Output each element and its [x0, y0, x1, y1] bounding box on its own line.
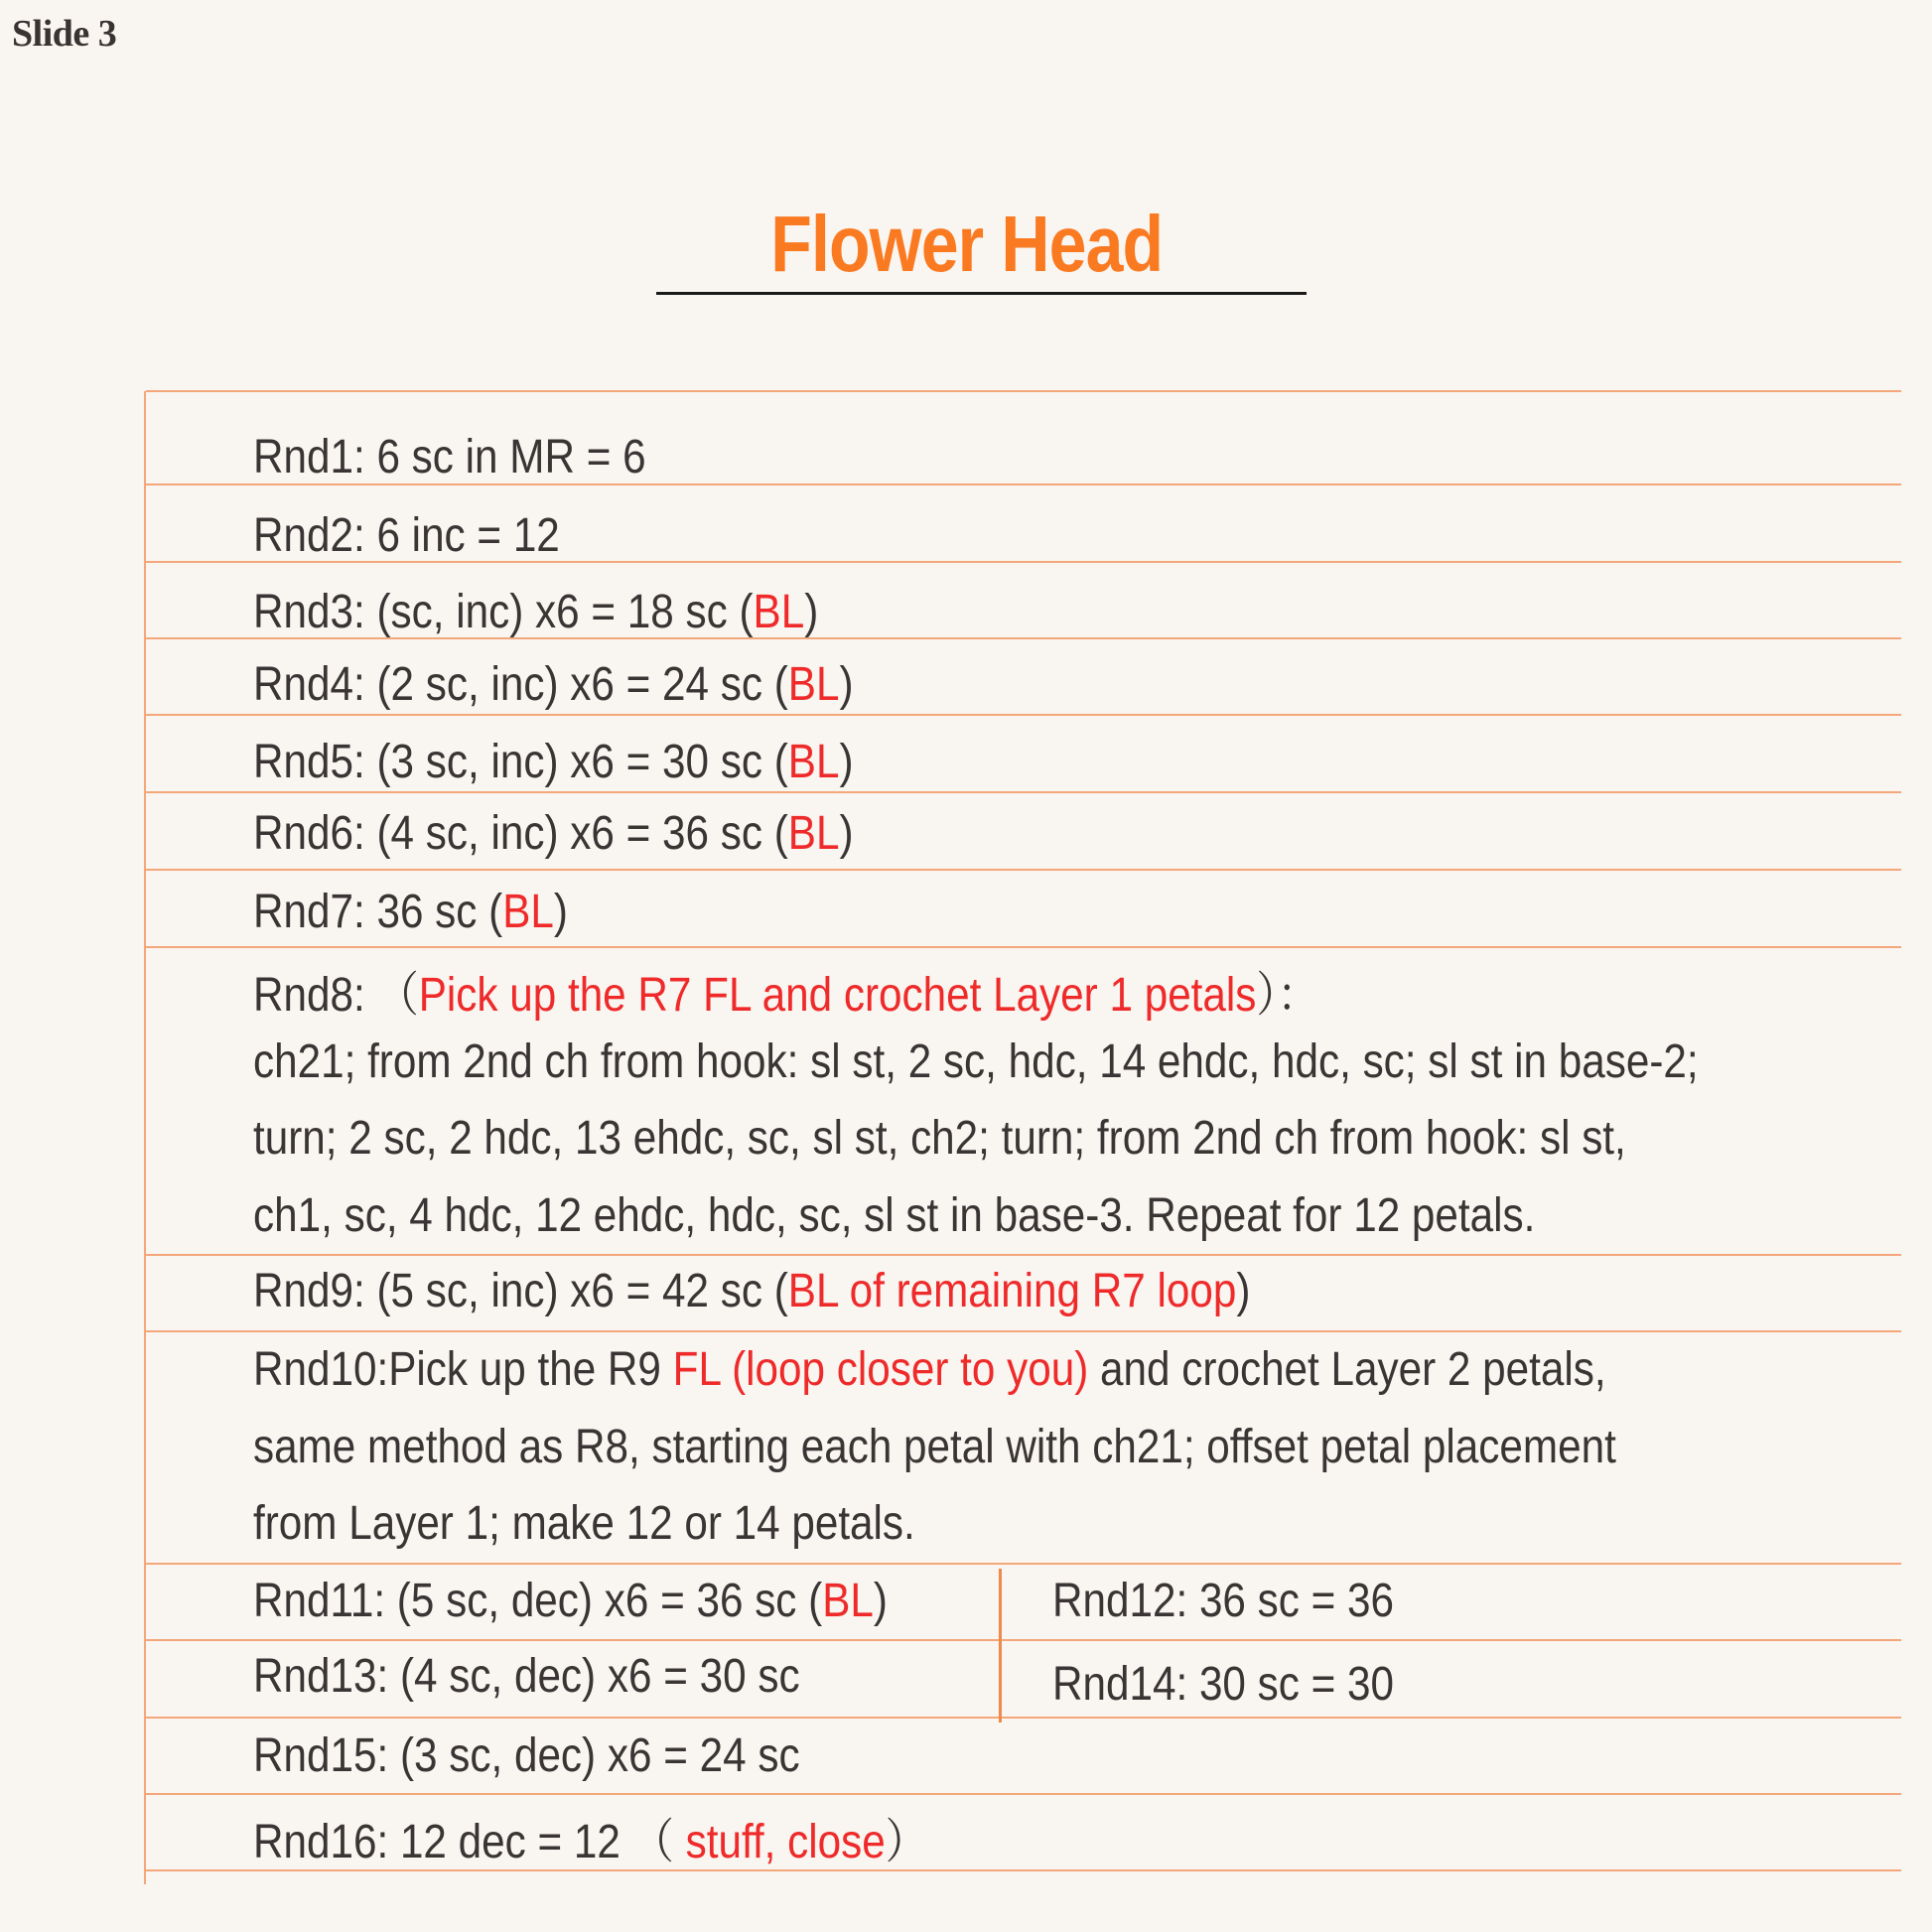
row-divider — [146, 1254, 1901, 1256]
round-text-end: ) — [873, 1575, 888, 1627]
round-2: Rnd2: 6 inc = 12 — [253, 509, 560, 562]
row-divider — [146, 1793, 1901, 1795]
round-note: BL — [822, 1575, 874, 1627]
round-8-line-4: ch1, sc, 4 hdc, 12 ehdc, hdc, sc, sl st in base-3. Repeat for 12 petals. — [253, 1189, 1536, 1242]
round-text-end: ) — [553, 886, 568, 938]
round-6 — [253, 806, 854, 861]
round-3 — [253, 585, 818, 639]
round-15: Rnd15: (3 sc, dec) x6 = 24 sc — [253, 1729, 800, 1782]
round-text: Rnd7: 36 sc ( — [253, 886, 503, 938]
row-divider — [146, 946, 1901, 948]
round-note: stuff, close — [685, 1816, 886, 1868]
round-9 — [253, 1264, 1250, 1318]
title-underline — [656, 292, 1307, 295]
round-note: BL of remaining R7 loop — [787, 1265, 1237, 1317]
column-divider — [999, 1569, 1002, 1723]
round-8-header — [253, 956, 1319, 1025]
round-text: Rnd3: (sc, inc) x6 = 18 sc ( — [253, 586, 754, 638]
row-divider — [146, 714, 1901, 716]
round-16 — [253, 1803, 927, 1871]
round-text: Rnd10:Pick up the R9 — [253, 1343, 673, 1396]
round-text-end: ) — [804, 586, 819, 638]
round-14: Rnd14: 30 sc = 30 — [1052, 1658, 1395, 1711]
round-5 — [253, 735, 854, 789]
round-12: Rnd12: 36 sc = 36 — [1052, 1575, 1395, 1627]
round-text: Rnd8: （ — [253, 969, 419, 1022]
round-8-line-2: ch21; from 2nd ch from hook: sl st, 2 sc, hdc, 14 ehdc, hdc, sc; sl st in base-2; — [253, 1035, 1699, 1088]
round-note: BL — [753, 586, 805, 638]
round-10-header — [253, 1342, 1606, 1397]
round-text: Rnd6: (4 sc, inc) x6 = 36 sc ( — [253, 807, 788, 860]
round-text-end: ) — [839, 658, 854, 711]
round-13: Rnd13: (4 sc, dec) x6 = 30 sc — [253, 1650, 800, 1703]
page-title: Flower Head — [770, 200, 1164, 288]
round-text: Rnd11: (5 sc, dec) x6 = 36 sc ( — [253, 1575, 823, 1627]
round-text-end: ）： — [1256, 969, 1319, 1022]
round-text-end: ) — [839, 736, 854, 788]
round-10-line-2: same method as R8, starting each petal with ch21; offset petal placement — [253, 1421, 1616, 1473]
round-text: Rnd9: (5 sc, inc) x6 = 42 sc ( — [253, 1265, 788, 1317]
round-text-end: and crochet Layer 2 petals, — [1088, 1343, 1606, 1396]
round-text-end: ） — [885, 1816, 928, 1868]
row-divider — [146, 1717, 1901, 1719]
round-text: Rnd16: 12 dec = 12 （ — [253, 1816, 686, 1868]
round-4 — [253, 657, 854, 712]
round-note: BL — [787, 658, 840, 711]
row-divider — [146, 1330, 1901, 1332]
row-divider — [146, 1563, 1901, 1565]
round-1: Rnd1: 6 sc in MR = 6 — [253, 431, 646, 483]
round-10-line-3: from Layer 1; make 12 or 14 petals. — [253, 1497, 915, 1550]
row-divider — [146, 390, 1901, 392]
row-divider — [146, 791, 1901, 793]
round-text: Rnd5: (3 sc, inc) x6 = 30 sc ( — [253, 736, 788, 788]
round-note: Pick up the R7 FL and crochet Layer 1 petals — [418, 969, 1257, 1022]
round-11 — [253, 1574, 888, 1628]
round-note: BL — [787, 736, 840, 788]
round-text-end: ) — [1236, 1265, 1251, 1317]
round-note: BL — [502, 886, 554, 938]
round-text-end: ) — [839, 807, 854, 860]
row-divider — [146, 1639, 1901, 1641]
row-divider — [146, 869, 1901, 871]
round-note: BL — [787, 807, 840, 860]
table-left-border — [144, 391, 146, 1884]
round-text: Rnd4: (2 sc, inc) x6 = 24 sc ( — [253, 658, 788, 711]
round-8-line-3: turn; 2 sc, 2 hdc, 13 ehdc, sc, sl st, ch2; turn; from 2nd ch from hook: sl st, — [253, 1112, 1626, 1165]
round-7 — [253, 885, 568, 939]
slide-label: Slide 3 — [12, 13, 117, 55]
round-note: FL (loop closer to you) — [672, 1343, 1089, 1396]
